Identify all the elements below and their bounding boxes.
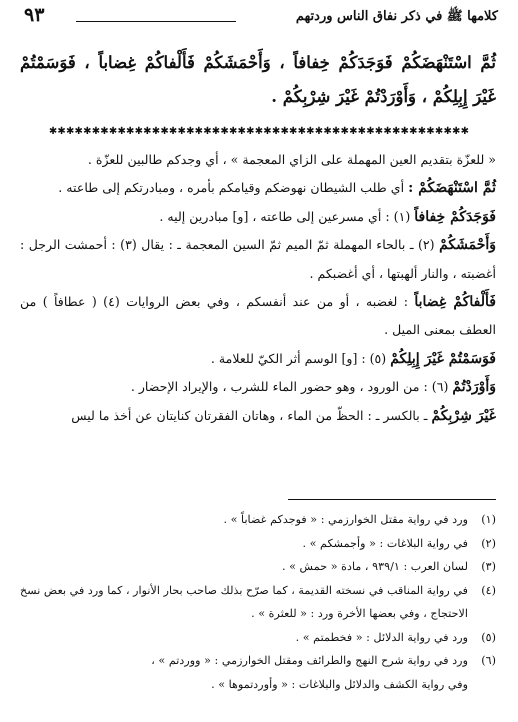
commentary-text: (٢) ـ بالحاء المهملة ثمّ الميم ثمّ السين المعجمة ـ : يقال (٣) : أحمشت الرجل : أغضبته ، والنار ألهبتها ، أي أغضبكم .: [20, 237, 496, 281]
commentary-text: ـ بالكسر ـ : الحظّ من الماء ، وهاتان الفقرتان كنايتان عن أخذ ما ليس: [71, 407, 432, 423]
header-rule: [76, 21, 236, 22]
footnote-number: (٢): [481, 536, 496, 550]
footnote: [20, 579, 496, 626]
footnote-number: (٥): [481, 630, 496, 644]
commentary-text: أي طلب الشيطان نهوضكم وقيامكم بأمره ، ومبادرتكم إلى طاعته .: [58, 180, 409, 196]
commentary-paragraph: [20, 231, 496, 288]
footnote: [20, 555, 496, 579]
commentary: [20, 146, 496, 430]
commentary-paragraph: [20, 203, 496, 231]
running-title: كلامها ﷺ في ذكر نفاق الناس وردتهم: [295, 9, 498, 24]
footnote-text: ورد في رواية شرح النهج والطرائف ومقتل الخوارزمي : « ووردتم » ،: [151, 654, 468, 667]
commentary-term: وَأَحْمَشَكُمْ: [439, 237, 496, 254]
commentary-paragraph: [20, 402, 496, 430]
footnotes: [20, 508, 496, 696]
footnote: [20, 626, 496, 650]
commentary-term: فَوَجَدَكُمْ خِفافاً: [414, 208, 496, 225]
footnote-number: (٦): [481, 654, 496, 667]
commentary-term: غَيْرَ شِرْبِكُمْ: [431, 407, 496, 424]
footnote-number: (٣): [481, 560, 496, 573]
commentary-term: فَوَسَمْتُمْ غَيْرَ إِبِلِكُمْ: [390, 350, 496, 367]
footnote-rule: [288, 499, 496, 500]
commentary-paragraph: [20, 288, 496, 345]
commentary-paragraph: « للعزّة بتقديم العين المهملة على الزاي المعجمة » ، أي وجدكم طالبين للعزّة .: [87, 152, 496, 167]
commentary-paragraph: [20, 174, 496, 202]
sermon-verse: ثُمَّ اسْتَنْهَضَكُمْ فَوَجَدَكُمْ خِفافاً ، وَأَحْمَشَكُمْ فَأَلْفاكُمْ غِضاباً ، فَوَسَمْتُمْ غَيْرَ إِبِلِكُمْ ، وَأَوْرَدْتُمْ غَيْرَ شِرْبِكُمْ .: [20, 53, 496, 106]
footnote: [20, 508, 496, 532]
footnote-continuation: وفي رواية الكشف والدلائل والبلاغات : « وأوردتموها » .: [211, 677, 468, 691]
commentary-text: (٥) : [و] الوسم أثر الكيّ للعلامة .: [210, 350, 391, 366]
commentary-term: ثُمَّ اسْتَنْهَضَكُمْ :: [408, 180, 496, 197]
page-number: ٩٣: [24, 4, 45, 26]
commentary-text: (٦) : من الورود ، وهو حضور الماء للشرب ، والإيراد الإحضار .: [130, 379, 453, 395]
footnote-text: ورد في رواية مقتل الخوارزمي : « فوجدكم غضاباً » .: [223, 513, 468, 526]
footnote: [20, 532, 496, 556]
commentary-term: وَأَوْرَدْتُمْ: [452, 379, 496, 396]
footnote: [20, 649, 496, 673]
commentary-text: : لغضبه ، أو من عند أنفسكم ، وفي بعض الروايات (٤) ( عطافاً ) من العطف بمعنى الميل .: [20, 294, 496, 338]
commentary-paragraph: [20, 345, 496, 373]
footnote-number: (١): [481, 513, 496, 526]
footnote-text: ورد في رواية الدلائل : « فخطمتم » .: [295, 630, 468, 644]
footnote-number: (٤): [481, 583, 496, 597]
commentary-paragraph: [20, 373, 496, 401]
commentary-text: (١) : أي مسرعين إلى طاعته ، [و] مبادرين إليه .: [159, 208, 415, 224]
star-separator: ✱✱✱✱✱✱✱✱✱✱✱✱✱✱✱✱✱✱✱✱✱✱✱✱✱✱✱✱✱✱✱✱✱✱✱✱✱✱✱✱✱✱✱✱✱✱✱✱✱: [48, 126, 470, 137]
page-header: [20, 4, 498, 30]
commentary-term: فَأَلْفاكُمْ غِضاباً: [414, 294, 496, 311]
footnote-text: في رواية المناقب في نسخته القديمة ، كما صرّح بذلك صاحب بحار الأنوار ، كما ورد في بعض نسخ الاحتجاج ، وفي بعضها الأخرة ورد : « للعثرة » .: [20, 583, 468, 620]
footnote-text: في رواية البلاغات : « وأجمشكم » .: [302, 536, 468, 550]
footnote-text: لسان العرب : ٩٣٩/١ ، مادة « حمش » .: [282, 560, 468, 573]
